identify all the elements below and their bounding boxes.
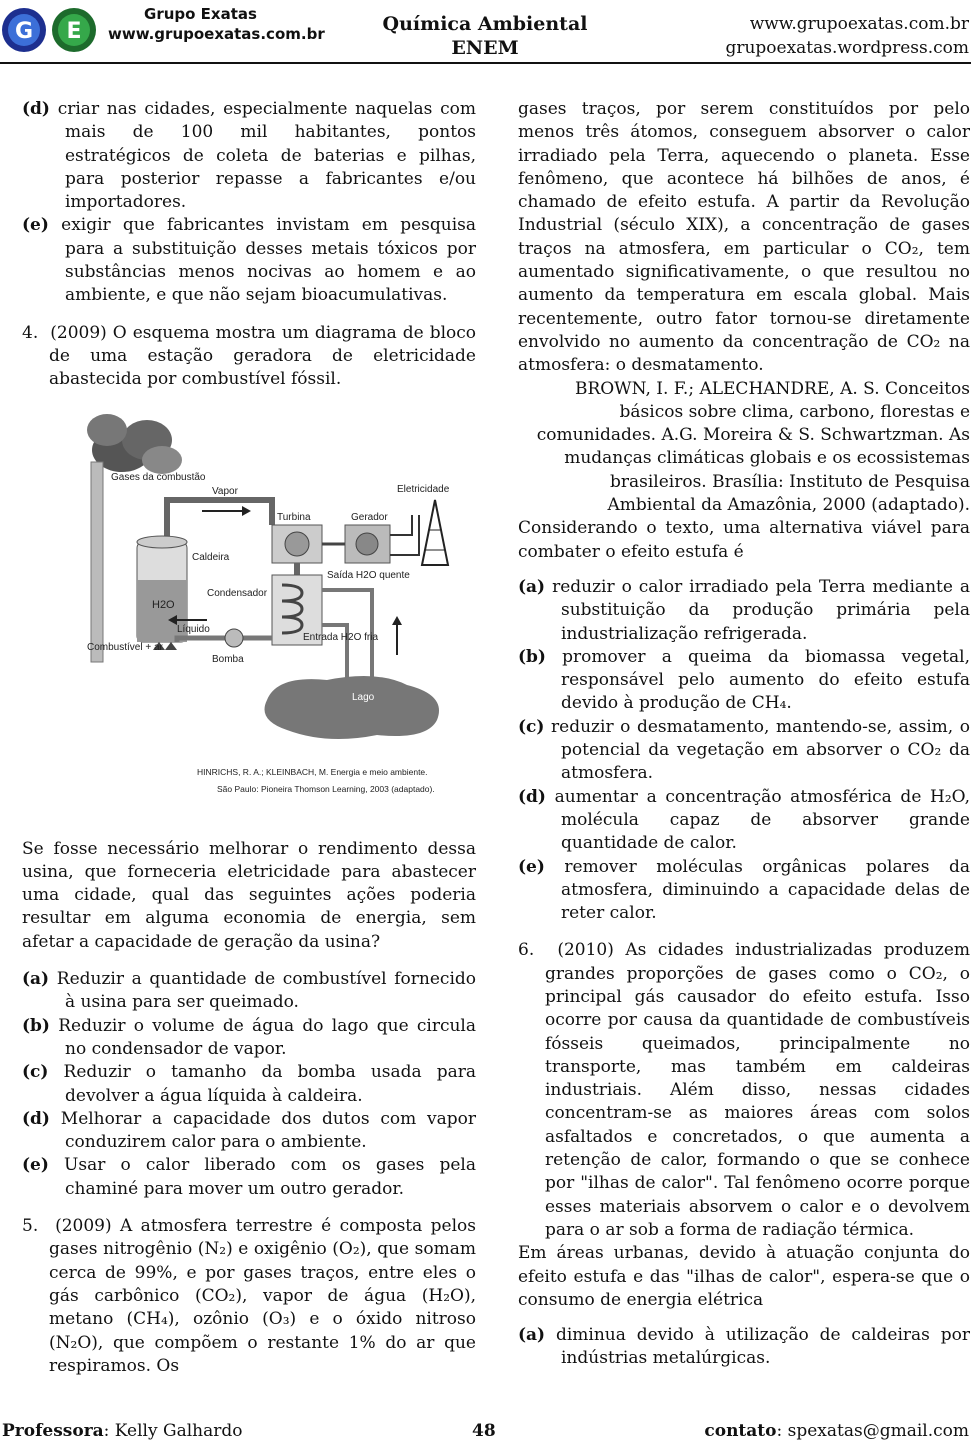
figure-credit-1: HINRICHS, R. A.; KLEINBACH, M. Energia e meio ambiente. (197, 766, 428, 777)
label-liquido: Líquido (177, 623, 210, 635)
q5-option-b[interactable]: (b) promover a queima da biomassa vegetal, responsável pelo aumento do efeito estufa devido à produção de CH₄. (518, 646, 970, 714)
q4-option-b[interactable]: (b) Reduzir o volume de água do lago que circula no condensador de vapor. (22, 1015, 477, 1059)
label-turbina: Turbina (277, 511, 311, 523)
label-bomba: Bomba (212, 653, 244, 665)
power-plant-diagram (67, 400, 495, 830)
label-saida: Saída H2O quente (327, 569, 410, 581)
q4-option-e[interactable]: (e) Usar o calor liberado com os gases pela chaminé para mover um outro gerador. (22, 1155, 477, 1199)
q5-option-d[interactable]: (d) aumentar a concentração atmosférica de H₂O, molécula capaz de absorver grande quantidade de calor. (518, 786, 970, 854)
label-gerador: Gerador (351, 511, 388, 523)
q4-option-d[interactable]: (d) Melhorar a capacidade dos dutos com vapor conduzirem calor para o ambiente. (22, 1108, 477, 1153)
figure-credit-2: São Paulo: Pioneira Thomson Learning, 2003 (adaptado). (217, 783, 435, 794)
header-sites (725, 12, 969, 60)
question-4: 4. (2009) O esquema mostra um diagrama de bloco de uma estação geradora de eletricidade abastecida por combustível fóssil. (22, 322, 477, 390)
brand (108, 4, 325, 44)
left-column (22, 98, 476, 1378)
q5-option-a[interactable]: (a) reduzir o calor irradiado pela Terra mediante a substituição da produção primária pela industrialização refrigerada. (518, 576, 971, 644)
footer-teacher: Professora: Kelly Galhardo (2, 1421, 243, 1441)
option-e-prev: (e) exigir que fabricantes invistam em pesquisa para a substituição desses metais tóxicos por substâncias menos nocivas ao homem e ao ambiente, e que não sejam bioacumulativas. (22, 215, 477, 306)
label-vapor: Vapor (212, 485, 238, 497)
q5-option-e[interactable]: (e) remover moléculas orgânicas polares da atmosfera, diminuindo a capacidade delas de reter calor. (518, 856, 970, 924)
label-combustivel: Combustível + ar (87, 641, 163, 653)
question-5-continued: gases traços, por serem constituídos por pelo menos três átomos, conseguem absorver o calor irradiado pela Terra, aquecendo o planeta. Esse fenômeno, que acontece há bilhões de anos, é chamado de efeito estufa. A partir da Revolução Industrial (século XIX), a concentração de gases traços na atmosfera, em particular o CO₂, tem aumentado significativamente, o que resultou no aumento da temperatura em escala global. Mais recentemente, outro fator tornou-se diretamente envolvido no aumento da concentração de CO₂ na atmosfera: o desmatamento. (518, 99, 970, 376)
page-title (380, 12, 590, 60)
page-number: 48 (472, 1421, 496, 1441)
label-gases: Gases da combustão (111, 471, 206, 483)
question-6: 6. (2010) As cidades industrializadas produzem grandes proporções de gases como o CO₂, o principal gás causador do efeito estufa. Isso ocorre por causa da quantidade de combustíveis fósseis queimados, principalmente no transporte, mas também em caldeiras industriais. Além disso, nessas cidades concentram-se as maiores áreas com solos asfaltados e concretados, o que aumenta a retenção de calor, formando o que se conhece por "ilhas de calor". Tal fenômeno ocorre porque esses materiais absorvem o calor e o devolvem para o ar sob a forma de radiação térmica. (518, 940, 971, 1240)
brand-name: Grupo Exatas (144, 5, 257, 23)
question-6-text: Em áreas urbanas, devido à atuação conjunta do efeito estufa e das "ilhas de calor", espera-se que o consumo de energia elétrica (518, 1243, 970, 1310)
footer-contact: contato: spexatas@gmail.com (704, 1421, 969, 1441)
right-column (518, 98, 970, 1371)
question-5-text: Considerando o texto, uma alternativa viável para combater o efeito estufa é (518, 518, 970, 562)
site-link-2[interactable]: grupoexatas.wordpress.com (725, 38, 969, 58)
option-d-prev: (d) criar nas cidades, especialmente naquelas com mais de 100 mil habitantes, pontos estratégicos de coleta de baterias e pilhas, para posterior repasse a fabricantes e/ou importadores. (22, 99, 476, 213)
logo-letter-g: G (14, 19, 34, 44)
label-h2o: H2O (152, 598, 175, 611)
question-5: 5. (2009) A atmosfera terrestre é composta pelos gases nitrogênio (N₂) e oxigênio (O₂), que somam cerca de 99%, e por gases traços, entre eles o gás carbônico (CO₂), vapor de água (H₂O), metano (CH₄), ozônio (O₃) e o óxido nitroso (N₂O), que compõem o restante 1% do ar que respiramos. Os (22, 1216, 477, 1376)
q4-option-a[interactable]: (a) Reduzir a quantidade de combustível fornecido à usina para ser queimado. (22, 969, 476, 1013)
question-4-text: Se fosse necessário melhorar o rendimento dessa usina, que forneceria eletricidade para abastecer uma cidade, qual das seguintes ações poderia resultar em alguma economia de energia, sem afetar a capacidade de geração da usina? (22, 838, 476, 952)
title-line1: Química Ambiental (382, 13, 588, 35)
label-lago: Lago (352, 691, 375, 703)
label-eletricidade: Eletricidade (397, 483, 450, 495)
question-5-reference: BROWN, I. F.; ALECHANDRE, A. S. Conceitos básicos sobre clima, carbono, florestas e comunidades. A.G. Moreira & S. Schwartzman. As mudanças climáticas globais e os ecossistemas brasileiros. Brasília: Instituto de Pesquisa Ambiental da Amazônia, 2000 (adaptado). (536, 378, 970, 516)
q5-option-c[interactable]: (c) reduzir o desmatamento, mantendo-se, assim, o potencial da vegetação em absorver o CO₂ da atmosfera. (518, 716, 971, 784)
q4-option-c[interactable]: (c) Reduzir o tamanho da bomba usada para devolver a água líquida à caldeira. (22, 1062, 477, 1106)
header-divider (0, 62, 971, 64)
brand-site[interactable]: www.grupoexatas.com.br (108, 25, 325, 43)
label-condensador: Condensador (207, 587, 268, 599)
label-entrada: Entrada H2O fria (303, 631, 379, 643)
site-link-1[interactable]: www.grupoexatas.com.br (749, 14, 969, 34)
q6-option-a[interactable]: (a) diminua devido à utilização de caldeiras por indústrias metalúrgicas. (518, 1325, 970, 1369)
label-caldeira: Caldeira (192, 551, 230, 563)
logo (0, 4, 108, 52)
title-line2: ENEM (451, 37, 519, 59)
logo-letter-e: E (66, 19, 82, 44)
